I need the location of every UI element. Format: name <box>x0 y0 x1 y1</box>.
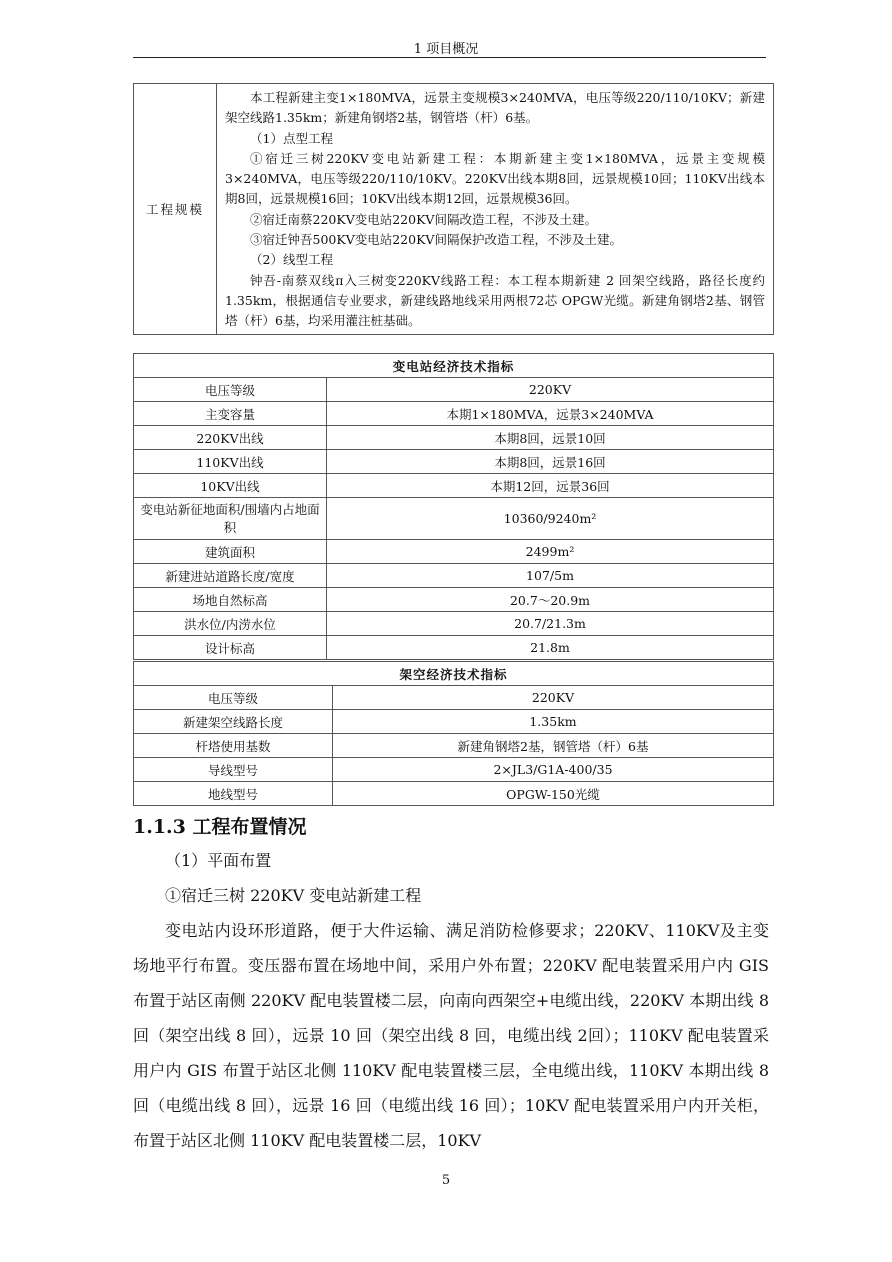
subheading: ①宿迁三树 220KV 变电站新建工程 <box>165 886 422 905</box>
scale-paragraph: （1）点型工程 <box>250 130 333 146</box>
row-label: 电压等级 <box>134 686 333 710</box>
row-label: 主变容量 <box>134 402 327 426</box>
scale-paragraph: （2）线型工程 <box>250 252 333 268</box>
table-row <box>134 710 774 734</box>
scale-paragraph: ①宿迁三树220KV变电站新建工程：本期新建主变1×180MVA，远景主变规模3×240MVA，电压等级220/110/10KV。220KV出线本期8回，远景规模10回；110KV出线本期8回，远景规模16回；10KV出线本期12回，远景规模36回。 <box>225 150 765 207</box>
section-heading: 1.1.3 工程布置情况 <box>133 816 307 838</box>
table-row <box>134 734 774 758</box>
table-row <box>134 564 774 588</box>
substation-indicators-table <box>133 353 774 660</box>
table-row <box>134 378 774 402</box>
row-value: 本期8回，远景16回 <box>327 450 774 474</box>
row-label: 电压等级 <box>134 378 327 402</box>
table-row <box>134 686 774 710</box>
row-label: 10KV出线 <box>134 474 327 498</box>
row-value: 20.7～20.9m <box>327 588 774 612</box>
row-label: 110KV出线 <box>134 450 327 474</box>
row-value: OPGW-150光缆 <box>333 782 774 806</box>
row-value: 10360/9240m² <box>327 498 774 540</box>
row-value: 21.8m <box>327 636 774 660</box>
row-label: 新建架空线路长度 <box>134 710 333 734</box>
row-label: 洪水位/内涝水位 <box>134 612 327 636</box>
page-header: 1 项目概况 <box>413 42 479 57</box>
row-label: 变电站新征地面积/围墙内占地面积 <box>134 498 327 540</box>
row-label: 导线型号 <box>134 758 333 782</box>
row-value: 107/5m <box>327 564 774 588</box>
row-value: 20.7/21.3m <box>327 612 774 636</box>
row-value: 220KV <box>327 378 774 402</box>
scale-paragraph: 本工程新建主变1×180MVA，远景主变规模3×240MVA，电压等级220/110/10KV；新建架空线路1.35km；新建角钢塔2基，钢管塔（杆）6基。 <box>225 90 765 126</box>
row-value: 1.35km <box>333 710 774 734</box>
section-content <box>133 843 769 1158</box>
header-rule <box>133 57 766 58</box>
row-value: 220KV <box>333 686 774 710</box>
project-scale-table <box>133 83 774 335</box>
table-section-title: 变电站经济技术指标 <box>134 354 774 378</box>
row-value: 本期1×180MVA，远景3×240MVA <box>327 402 774 426</box>
overhead-indicators-table <box>133 661 774 806</box>
table-row <box>134 636 774 660</box>
row-label: 设计标高 <box>134 636 327 660</box>
body-paragraph: 变电站内设环形道路，便于大件运输、满足消防检修要求；220KV、110KV及主变场地平行布置。变压器布置在场地中间，采用户外布置；220KV 配电装置采用户内 GIS 布置于站区南侧 220KV 配电装置楼二层，向南向西架空+电缆出线，220KV 本期出线 8 回（架空出线 8 回），远景 10 回（架空出线 8 回，电缆出线 2回）；110KV 配电装置采用户内 GIS 布置于站区北侧 110KV 配电装置楼三层，全电缆出线，110KV 本期出线 8 回（电缆出线 8 回），远景 16 回（电缆出线 16 回）；10KV 配电装置采用户内开关柜，布置于站区北侧 110KV 配电装置楼二层，10KV <box>133 921 769 1150</box>
table-row <box>134 758 774 782</box>
scale-paragraph: 钟吾-南蔡双线π入三树变220KV线路工程：本工程本期新建 2 回架空线路，路径长度约1.35km，根据通信专业要求，新建线路地线采用两根72芯 OPGW光缆。新建角钢塔2基、钢管塔（杆）6基，均采用灌注桩基础。 <box>225 272 765 329</box>
table-row <box>134 426 774 450</box>
row-label: 地线型号 <box>134 782 333 806</box>
table-row <box>134 782 774 806</box>
table-section-title: 架空经济技术指标 <box>134 662 774 686</box>
page-number: 5 <box>441 1173 451 1188</box>
row-label: 场地自然标高 <box>134 588 327 612</box>
table-row <box>134 588 774 612</box>
row-label: 建筑面积 <box>134 540 327 564</box>
row-label: 220KV出线 <box>134 426 327 450</box>
scale-label: 工程规模 <box>134 84 217 335</box>
row-value: 本期12回，远景36回 <box>327 474 774 498</box>
row-value: 新建角钢塔2基，钢管塔（杆）6基 <box>333 734 774 758</box>
subheading: （1）平面布置 <box>165 851 272 870</box>
table-row <box>134 402 774 426</box>
table-row <box>134 450 774 474</box>
row-label: 杆塔使用基数 <box>134 734 333 758</box>
scale-description <box>217 84 774 335</box>
table-row <box>134 474 774 498</box>
scale-paragraph: ②宿迁南蔡220KV变电站220KV间隔改造工程，不涉及土建。 <box>250 211 597 227</box>
row-value: 2499m² <box>327 540 774 564</box>
row-value: 2×JL3/G1A-400/35 <box>333 758 774 782</box>
scale-paragraph: ③宿迁钟吾500KV变电站220KV间隔保护改造工程，不涉及土建。 <box>250 232 622 248</box>
table-row <box>134 612 774 636</box>
table-row <box>134 540 774 564</box>
row-label: 新建进站道路长度/宽度 <box>134 564 327 588</box>
table-row <box>134 498 774 540</box>
row-value: 本期8回，远景10回 <box>327 426 774 450</box>
